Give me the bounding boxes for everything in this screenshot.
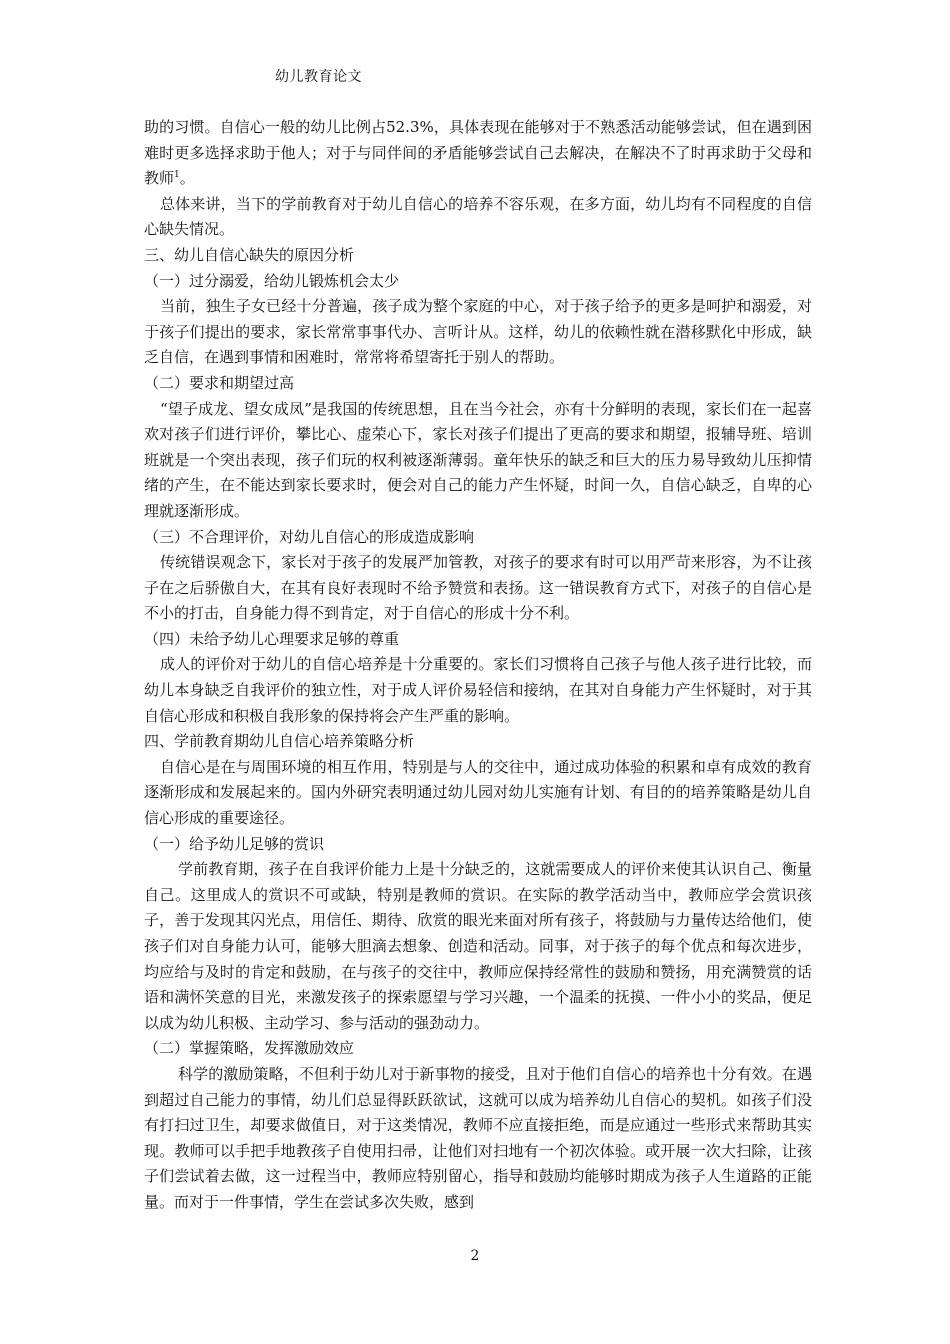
paragraph: 成人的评价对于幼儿的自信心培养是十分重要的。家长们习惯将自己孩子与他人孩子进行比较，而幼儿本身缺乏自我评价的独立性，对于成人评价易轻信和接纳，在其对自身能力产生怀疑时，对于其自信心形成和积极自我形象的保持将会产生严重的影响。 <box>144 655 812 725</box>
paragraph-text: 助的习惯。自信心一般的幼儿比例占52.3%，具体表现在能够对于不熟悉活动能够尝试，但在遇到困难时更多选择求助于他人；对于与同伴间的矛盾能够尝试自己去解决，在解决不了时再求助于父母和教师 <box>144 118 812 188</box>
paragraph: 自信心是在与周围环境的相互作用，特别是与人的交往中，通过成功体验的积累和卓有成效的教育逐渐形成和发展起来的。国内外研究表明通过幼儿园对幼儿实施有计划、有目的的培养策略是幼儿自信心形成的重要途径。 <box>144 757 812 828</box>
subsection-heading: （四）未给予幼儿心理要求足够的尊重 <box>144 629 400 648</box>
page-header: 幼儿教育论文 <box>275 69 362 85</box>
paragraph: 当前，独生子女已经十分普遍，孩子成为整个家庭的中心，对于孩子给予的更多是呵护和溺爱，对于孩子们提出的要求，家长常常事事代办、言听计从。这样，幼儿的依赖性就在潜移默化中形成，缺乏自信，在遇到事情和困难时，常常将希望寄托于别人的帮助。 <box>144 297 812 367</box>
section-heading: 三、幼儿自信心缺失的原因分析 <box>144 245 355 264</box>
subsection-heading: （一）过分溺爱，给幼儿锻炼机会太少 <box>144 271 400 290</box>
paragraph: 助的习惯。自信心一般的幼儿比例占52.3%，具体表现在能够对于不熟悉活动能够尝试，但在遇到困难时更多选择求助于他人；对于与同伴间的矛盾能够尝试自己去解决，在解决不了时再求助于父母和教师$^1$。 <box>144 118 812 188</box>
paragraph: 总体来讲，当下的学前教育对于幼儿自信心的培养不容乐观，在多方面，幼儿均有不同程度的自信心缺失情况。 <box>144 194 812 239</box>
paragraph: 学前教育期，孩子在自我评价能力上是十分缺乏的，这就需要成人的评价来使其认识自己、衡量自己。这里成人的赏识不可或缺，特别是教师的赏识。在实际的教学活动当中，教师应学会赏识孩子，善于发现其闪光点，用信任、期待、欣赏的眼光来面对所有孩子，将鼓励与力量传达给他们，使孩子们对自身能力认可，能够大胆滴去想象、创造和活动。同事，对于孩子的每个优点和每次进步，均应给与及时的肯定和鼓励，在与孩子的交往中，教师应保持经常性的鼓励和赞扬，用充满赞赏的话语和满怀笑意的目光，来激发孩子的探索愿望与学习兴趣，一个温柔的抚摸、一件小小的奖品，便足以成为幼儿积极、主动学习、参与活动的强劲动力。 <box>144 860 812 1032</box>
paragraph: 传统错误观念下，家长对于孩子的发展严加管教，对孩子的要求有时可以用严苛来形容，为不让孩子在之后骄傲自大，在其有良好表现时不给予赞赏和表扬。这一错误教育方式下，对孩子的自信心是不小的打击，自身能力得不到肯定，对于自信心的形成十分不利。 <box>144 553 812 623</box>
subsection-heading: （二）掌握策略，发挥激励效应 <box>144 1039 355 1058</box>
document-body <box>144 115 812 1216</box>
page-number: 2 <box>470 1248 480 1264</box>
subsection-heading: （三）不合理评价，对幼儿自信心的形成造成影响 <box>144 527 475 546</box>
footnote-marker: 1 <box>174 170 180 181</box>
paragraph: “望子成龙、望女成凤”是我国的传统思想，且在当今社会，亦有十分鲜明的表现，家长们在一起喜欢对孩子们进行评价，攀比心、虚荣心下，家长对孩子们提出了更高的要求和期望，报辅导班、培训班就是一个突出表现，孩子们玩的权利被逐渐薄弱。童年快乐的缺乏和巨大的压力易导致幼儿压抑情绪的产生，在不能达到家长要求时，便会对自己的能力产生怀疑，时间一久，自信心缺乏，自卑的心理就逐渐形成。 <box>144 399 812 520</box>
subsection-heading: （二）要求和期望过高 <box>144 373 295 392</box>
paragraph: 科学的激励策略，不但利于幼儿对于新事物的接受，且对于他们自信心的培养也十分有效。在遇到超过自己能力的事情，幼儿们总显得跃跃欲试，这就可以成为培养幼儿自信心的契机。如孩子们没有打扫过卫生，却要求做值日，对于这类情况，教师不应直接拒绝，而是应通过一些形式来帮助其实现。教师可以手把手地教孩子自使用扫帚，让他们对扫地有一个初次体验。或开展一次大扫除，让孩子们尝试着去做，这一过程当中，教师应特别留心，指导和鼓励均能够时期成为孩子人生道路的正能量。而对于一件事情，学生在尝试多次失败，感到 <box>144 1064 812 1211</box>
section-heading: 四、学前教育期幼儿自信心培养策略分析 <box>144 732 415 751</box>
subsection-heading: （一）给予幼儿足够的赏识 <box>144 834 325 853</box>
